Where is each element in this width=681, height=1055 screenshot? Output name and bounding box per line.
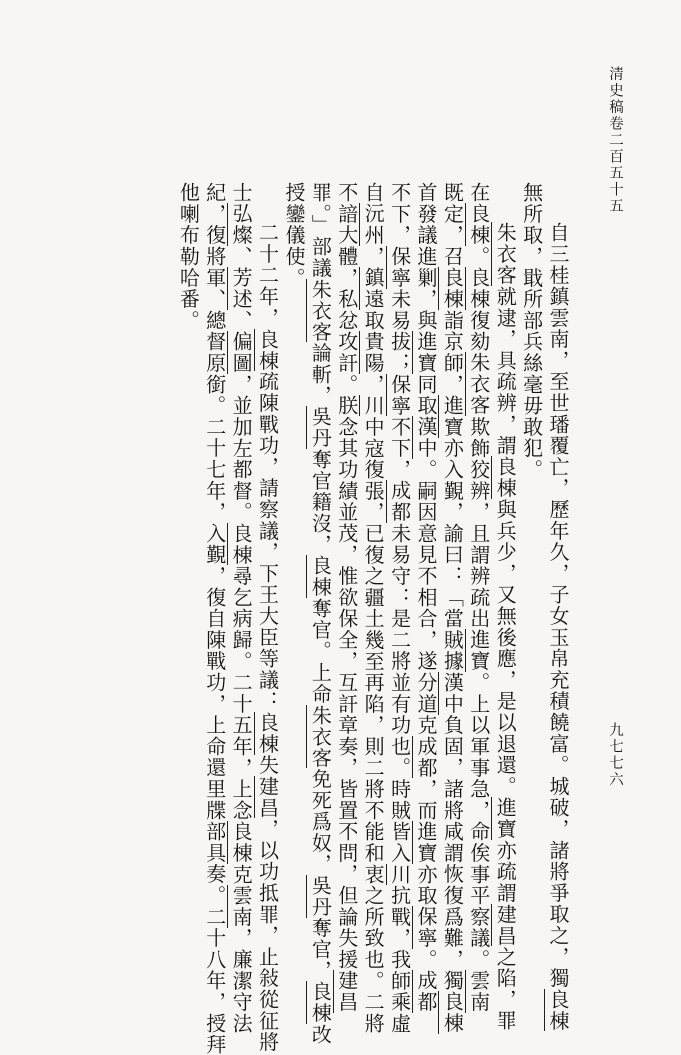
text-segment: 、 bbox=[229, 245, 254, 268]
text-segment: ，並加左都督。 bbox=[229, 373, 254, 523]
text-segment: 亦疏謂 bbox=[493, 839, 518, 904]
text-segment: 。 bbox=[466, 245, 491, 268]
proper-noun-mark: 弘燦 bbox=[229, 203, 254, 246]
proper-noun-mark: 雲南 bbox=[466, 970, 491, 1013]
text-column bbox=[228, 182, 254, 1035]
text-segment: 欺飾狡辨，且謂辨疏出 bbox=[466, 416, 491, 630]
text-column bbox=[175, 182, 201, 942]
text-segment: 未易拔； bbox=[387, 288, 412, 374]
text-segment: 論斬， bbox=[308, 342, 333, 407]
text-segment: 奪官籍沒， bbox=[308, 448, 333, 556]
proper-noun-mark: 沅州 bbox=[361, 203, 386, 246]
proper-noun-mark: 良棟 bbox=[440, 991, 465, 1035]
proper-noun-mark: 川 bbox=[387, 863, 412, 885]
text-segment: 克 bbox=[229, 863, 254, 886]
text-segment: ，以功抵罪，止敍從征將 bbox=[255, 818, 280, 1053]
proper-noun-mark: 良棟 bbox=[308, 555, 333, 599]
text-column bbox=[201, 182, 227, 1055]
text-segment: 士 bbox=[229, 182, 254, 204]
text-segment: 不下， bbox=[387, 416, 412, 481]
page-number: 九七七六 bbox=[607, 722, 623, 788]
proper-noun-mark: 建昌 bbox=[334, 970, 359, 1013]
text-segment: ， bbox=[361, 245, 386, 268]
proper-noun-mark: 成都 bbox=[387, 480, 412, 523]
proper-noun-mark: 成都 bbox=[413, 970, 438, 1013]
text-column bbox=[492, 182, 518, 1032]
text-segment: 既定，召 bbox=[440, 182, 465, 268]
text-segment: 之陷，罪 bbox=[493, 946, 518, 1032]
proper-noun-mark: 進寶 bbox=[466, 629, 491, 672]
proper-noun-mark: 保寧 bbox=[413, 906, 438, 949]
text-segment: 與兵少，又無後應，是以退還。 bbox=[493, 498, 518, 798]
text-segment: 紀，復將軍、總督原銜。二十七年，入覲，復自陳戰功，上命還里牒部具奏。二十八年，授拜 bbox=[202, 182, 227, 1055]
text-segment: 他喇布勒哈番。 bbox=[176, 182, 201, 332]
text-segment: 詣京師， bbox=[440, 309, 465, 396]
text-segment: ，廉潔守法 bbox=[229, 927, 254, 1035]
proper-noun-mark: 吳丹 bbox=[308, 406, 333, 449]
text-column bbox=[439, 182, 465, 1035]
text-segment: 失 bbox=[255, 754, 280, 776]
text-column bbox=[386, 182, 412, 1035]
text-segment: 復劾 bbox=[466, 309, 491, 353]
text-segment: 授鑾儀使。 bbox=[281, 182, 306, 289]
proper-noun-mark: 偏圖 bbox=[229, 331, 254, 374]
proper-noun-mark: 良棟 bbox=[493, 456, 518, 499]
proper-noun-mark: 良棟 bbox=[440, 267, 465, 310]
proper-noun-mark: 吳丹 bbox=[308, 874, 333, 918]
proper-noun-mark: 進寶 bbox=[440, 395, 465, 438]
proper-noun-mark: 建昌 bbox=[255, 775, 280, 819]
text-segment: 同取 bbox=[413, 373, 438, 417]
text-segment: ，而 bbox=[413, 778, 438, 822]
text-segment: 不諳大體，私忿攻訐。朕念其功績並茂，惟欲保全，互訐章奏，皆置不問，但論失援 bbox=[334, 182, 359, 971]
text-segment: 、 bbox=[229, 309, 254, 332]
text-column bbox=[333, 182, 359, 1013]
proper-noun-mark: 雲南 bbox=[229, 885, 254, 928]
text-segment: 亦取 bbox=[413, 863, 438, 907]
proper-noun-mark: 朱衣客 bbox=[308, 704, 333, 769]
vertical-text-body bbox=[61, 182, 571, 1055]
proper-noun-mark: 朱衣客 bbox=[308, 278, 333, 343]
proper-noun-mark: 良棟 bbox=[308, 981, 333, 1025]
proper-noun-mark: 良棟 bbox=[546, 988, 570, 1032]
text-segment: 中寇復張，已復之疆土幾至再陷，則二將不能和衷之所致也。二將 bbox=[361, 416, 386, 1035]
text-segment: 。上以軍事急，命俟事平察議。 bbox=[466, 671, 491, 971]
proper-noun-mark: 朱衣客 bbox=[493, 222, 518, 286]
text-segment: 負固，諸將咸謂恢復爲難，獨 bbox=[440, 714, 465, 992]
text-column bbox=[545, 182, 571, 1032]
proper-noun-mark: 芳述 bbox=[229, 267, 254, 310]
text-segment: 改 bbox=[308, 1024, 333, 1046]
proper-noun-mark: 良棟 bbox=[255, 711, 280, 755]
text-segment: 自 bbox=[361, 182, 386, 204]
proper-noun-mark: 良棟 bbox=[466, 203, 491, 246]
text-segment: 二十二年， bbox=[255, 222, 280, 329]
text-segment: 奪官， bbox=[308, 917, 333, 982]
proper-noun-mark: 進寶 bbox=[413, 331, 438, 374]
text-segment: 取 bbox=[361, 309, 386, 332]
proper-noun-mark: 建昌 bbox=[493, 903, 518, 947]
proper-noun-mark: 良棟 bbox=[229, 522, 254, 566]
text-segment: 尋乞病歸。二十五年，上念 bbox=[229, 565, 254, 822]
text-column bbox=[465, 182, 491, 1013]
proper-noun-mark: 良棟 bbox=[229, 821, 254, 864]
proper-noun-mark: 良棟 bbox=[255, 328, 280, 372]
proper-noun-mark: 良棟 bbox=[466, 267, 491, 310]
text-segment: ， bbox=[361, 373, 386, 396]
text-segment: 不下， bbox=[387, 182, 412, 246]
text-column bbox=[307, 182, 333, 1046]
text-segment: 首發議進剿，與 bbox=[413, 182, 438, 332]
proper-noun-mark: 保寧 bbox=[387, 245, 412, 289]
proper-noun-mark: 鎮遠 bbox=[361, 267, 386, 310]
text-segment: 無所取，戢所部兵絲毫毋敢犯。 bbox=[519, 182, 544, 481]
text-segment: 。嗣因意見不相合，遂分道克 bbox=[413, 458, 438, 736]
text-column bbox=[281, 182, 307, 942]
text-segment: 奪官。上命 bbox=[308, 598, 333, 705]
running-title: 清史稿卷二百五十五 bbox=[607, 66, 623, 215]
proper-noun-mark: 漢中 bbox=[440, 671, 465, 715]
text-segment: 疏陳戰功，請察議，下王大臣等議： bbox=[255, 371, 280, 712]
text-segment: 自三桂鎮雲南，至世璠覆亡，歷年久，子女玉帛充積饒富。城破，諸將爭取之，獨 bbox=[546, 222, 570, 989]
proper-noun-mark: 朱衣客 bbox=[466, 352, 491, 417]
text-segment: 在 bbox=[466, 182, 491, 204]
text-column bbox=[413, 182, 439, 1013]
text-segment: 。 bbox=[413, 948, 438, 971]
proper-noun-mark: 進寶 bbox=[493, 797, 518, 840]
text-segment: 抗戰，我師乘虛 bbox=[387, 884, 412, 1035]
proper-noun-mark: 漢中 bbox=[413, 416, 438, 459]
text-column bbox=[254, 182, 280, 1053]
proper-noun-mark: 川 bbox=[361, 395, 386, 417]
text-segment: 罪。」部議 bbox=[308, 182, 333, 279]
proper-noun-mark: 進寶 bbox=[413, 821, 438, 864]
text-column bbox=[518, 182, 544, 942]
text-column bbox=[360, 182, 386, 1035]
proper-noun-mark: 成都 bbox=[413, 735, 438, 779]
text-segment: 未易守：是二將並有功也。時賊皆入 bbox=[387, 522, 412, 864]
proper-noun-mark: 保寧 bbox=[387, 373, 412, 417]
text-segment: 免死爲奴， bbox=[308, 768, 333, 875]
text-segment: 就逮，具疏辨，謂 bbox=[493, 285, 518, 457]
proper-noun-mark: 貴陽 bbox=[361, 331, 386, 374]
text-segment: 亦入覲，諭曰：「當賊據 bbox=[440, 437, 465, 672]
